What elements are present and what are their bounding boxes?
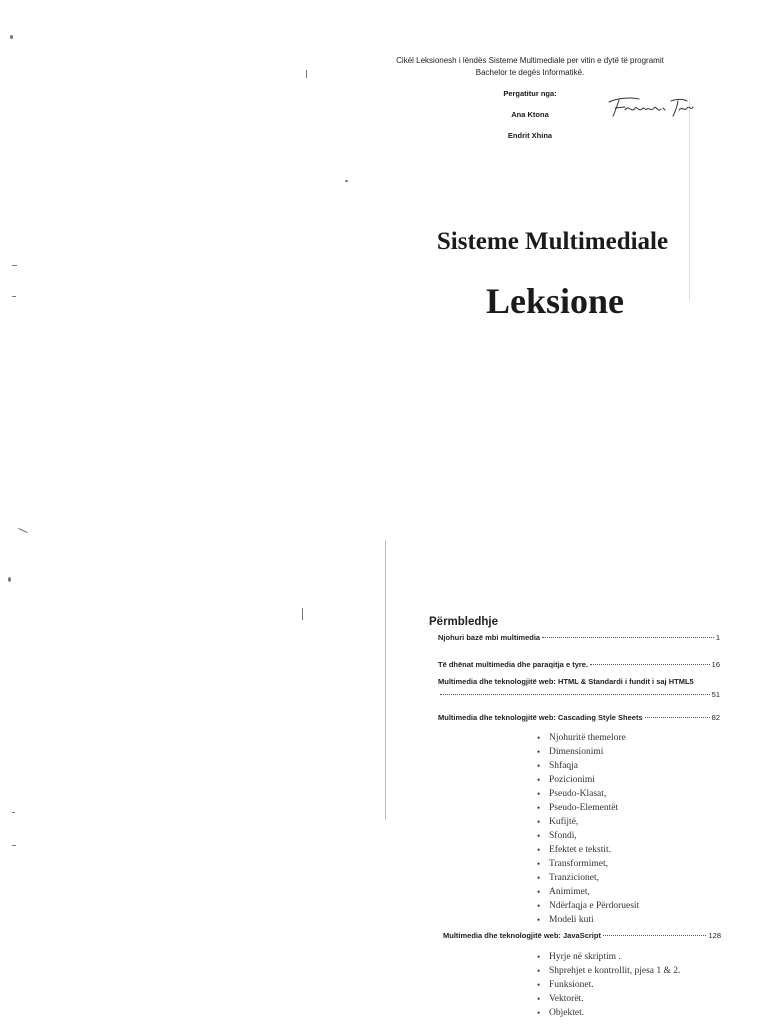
prepared-by-label: Pergatitur nga: xyxy=(503,89,557,98)
course-intro xyxy=(380,55,680,79)
toc-entry-text: Multimedia dhe teknologjitë web: Cascading Style Sheets xyxy=(438,713,643,722)
toc-entry-text: Multimedia dhe teknologjitë web: HTML & Standardi i fundit i saj HTML5 xyxy=(438,677,694,686)
list-item: • Dimensionimi xyxy=(537,745,639,759)
list-item: • Shfaqja xyxy=(537,759,639,773)
scan-speck xyxy=(345,180,348,182)
toc-heading: Përmbledhje xyxy=(429,616,499,628)
toc-page-number: 51 xyxy=(711,690,720,699)
scan-speck xyxy=(12,296,16,297)
toc-leader-dots xyxy=(440,694,710,695)
list-item: • Efektet e tekstit. xyxy=(537,843,639,857)
list-item: • Objektet. xyxy=(537,1006,680,1020)
list-item: • Animimet, xyxy=(537,885,639,899)
scan-speck xyxy=(18,528,27,533)
toc-leader-dots xyxy=(542,637,714,638)
list-item: • Transformimet, xyxy=(537,857,639,871)
list-item: • Shprehjet e kontrollit, pjesa 1 & 2. xyxy=(537,964,680,978)
list-item: • Modeli kuti xyxy=(537,913,639,927)
handwritten-signature xyxy=(605,92,695,122)
toc-entry xyxy=(438,690,720,699)
list-item: • Sfondi, xyxy=(537,829,639,843)
list-item: • Njohuritë themelore xyxy=(537,731,639,745)
scan-speck xyxy=(12,845,16,846)
list-item: • Pseudo-Klasat, xyxy=(537,787,639,801)
scan-speck xyxy=(10,35,13,39)
scan-edge-line xyxy=(689,100,690,300)
toc-leader-dots xyxy=(590,664,710,665)
intro-line-2: Bachelor te degës Informatikë. xyxy=(475,68,585,77)
list-item: • Pozicionimi xyxy=(537,773,639,787)
toc-entry-text: Të dhënat multimedia dhe paraqitja e tyre. xyxy=(438,660,589,669)
js-topic-list xyxy=(537,950,680,1020)
toc-entry xyxy=(438,713,720,722)
scan-speck xyxy=(12,265,17,266)
scan-speck xyxy=(302,608,303,620)
css-topic-list xyxy=(537,731,639,927)
toc-leader-dots xyxy=(645,717,710,718)
scan-speck xyxy=(12,812,15,813)
toc-leader-dots xyxy=(603,935,707,936)
scan-fold-line xyxy=(385,540,386,820)
author-name: Ana Ktona xyxy=(511,110,549,119)
intro-line-1: Cikël Leksionesh i lëndës Sisteme Multimediale per vitin e dytë të programit xyxy=(396,56,664,65)
list-item: • Vektorët. xyxy=(537,992,680,1006)
scan-speck xyxy=(306,70,307,78)
toc-entry-text: Njohuri bazë mbi multimedia xyxy=(438,633,541,642)
document-title: Sisteme Multimediale xyxy=(436,228,669,255)
list-item: • Kufijtë, xyxy=(537,815,639,829)
toc-page-number: 82 xyxy=(711,713,720,722)
list-item: • Pseudo-Elementët xyxy=(537,801,639,815)
toc-entry xyxy=(438,633,720,642)
scan-speck xyxy=(8,577,11,582)
toc-entry-text: Multimedia dhe teknologjitë web: JavaScript xyxy=(443,931,601,940)
toc-page-number: 1 xyxy=(715,633,720,642)
toc-page-number: 128 xyxy=(708,931,721,940)
toc-entry xyxy=(443,931,721,940)
list-item: • Tranzicionet, xyxy=(537,871,639,885)
toc-page-number: 16 xyxy=(711,660,720,669)
author-name: Endrit Xhina xyxy=(507,131,553,140)
document-subtitle: Leksione xyxy=(485,281,625,321)
toc-entry xyxy=(438,660,720,669)
list-item: • Ndërfaqja e Përdoruesit xyxy=(537,899,639,913)
list-item: • Funksionet. xyxy=(537,978,680,992)
list-item: • Hyrje në skriptim . xyxy=(537,950,680,964)
